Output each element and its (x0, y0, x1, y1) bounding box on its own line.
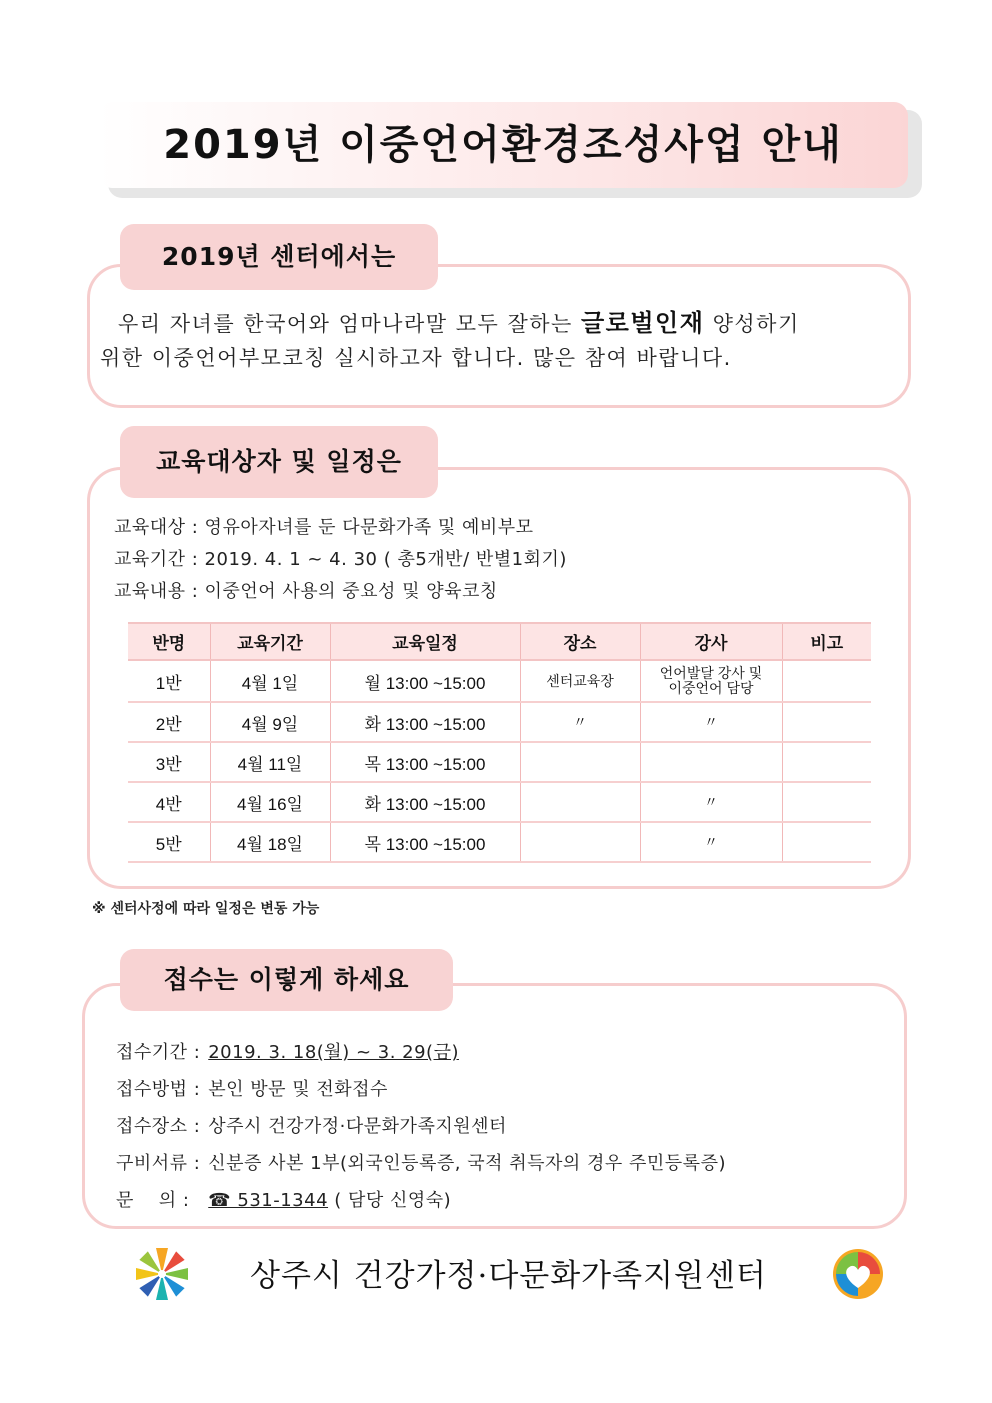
col-header-time: 교육일정 (330, 623, 520, 660)
table-row (128, 742, 871, 782)
edu-target: 교육대상 : 영유아자녀를 둔 다문화가족 및 예비부모 (114, 517, 534, 538)
reg-method-value: 본인 방문 및 전화접수 (208, 1079, 388, 1100)
cell-lecturer (640, 742, 782, 782)
cell-note (782, 822, 871, 862)
col-header-class: 반명 (128, 623, 210, 660)
cell-period: 4월 9일 (210, 702, 330, 742)
cell-class: 1반 (128, 660, 210, 702)
reg-inquiry (116, 1186, 451, 1212)
reg-place-value: 상주시 건강가정·다문화가족지원센터 (208, 1116, 507, 1137)
reg-inquiry-phone: ☎ 531-1344 (208, 1190, 329, 1211)
col-header-place: 장소 (520, 623, 640, 660)
reg-inquiry-label: 문 의 : (116, 1190, 190, 1211)
cell-class: 5반 (128, 822, 210, 862)
table-row (128, 660, 871, 702)
footer-center-name: 상주시 건강가정·다문화가족지원센터 (250, 1258, 767, 1294)
reg-docs (116, 1149, 726, 1175)
reg-place (116, 1112, 507, 1138)
reg-method (116, 1075, 388, 1101)
cell-time: 화 13:00 ~15:00 (330, 782, 520, 822)
page-title: 2019년 이중언어환경조성사업 안내 (163, 122, 843, 168)
table-row (128, 702, 871, 742)
edu-period: 교육기간 : 2019. 4. 1 ~ 4. 30 ( 총5개반/ 반별1회기) (114, 549, 567, 570)
edu-content: 교육내용 : 이중언어 사용의 중요성 및 양육코칭 (114, 581, 498, 602)
cell-period: 4월 1일 (210, 660, 330, 702)
col-header-lecturer: 강사 (640, 623, 782, 660)
cell-period: 4월 11일 (210, 742, 330, 782)
schedule-note: ※ 센터사정에 따라 일정은 변동 가능 (92, 901, 320, 917)
cell-note (782, 782, 871, 822)
reg-period (116, 1038, 459, 1064)
intro-line-1-start: 우리 자녀를 한국어와 엄마나라말 모두 잘하는 (118, 312, 573, 336)
intro-line-2: 위한 이중언어부모코칭 실시하고자 합니다. 많은 참여 바랍니다. (100, 346, 732, 370)
cell-lecturer: 〃 (640, 782, 782, 822)
schedule-table (128, 622, 871, 863)
cell-class: 2반 (128, 702, 210, 742)
cell-place (520, 742, 640, 782)
cell-time: 화 13:00 ~15:00 (330, 702, 520, 742)
cell-place: 센터교육장 (520, 660, 640, 702)
cell-place: 〃 (520, 702, 640, 742)
cell-place (520, 822, 640, 862)
cell-lecturer: 언어발달 강사 및 이중언어 담당 (640, 660, 782, 702)
reg-period-label: 접수기간 : (116, 1042, 201, 1063)
section-schedule-tab: 교육대상자 및 일정은 (120, 426, 438, 498)
cell-place (520, 782, 640, 822)
reg-method-label: 접수방법 : (116, 1079, 201, 1100)
heart-logo-icon (828, 1244, 888, 1304)
intro-line-1-end: 양성하기 (712, 312, 800, 336)
cell-note (782, 702, 871, 742)
cell-class: 4반 (128, 782, 210, 822)
cell-time: 목 13:00 ~15:00 (330, 742, 520, 782)
intro-line-1 (118, 303, 800, 338)
reg-docs-value: 신분증 사본 1부(외국인등록증, 국적 취득자의 경우 주민등록증) (208, 1153, 726, 1174)
reg-docs-label: 구비서류 : (116, 1153, 201, 1174)
intro-highlight: 글로벌인재 (581, 309, 705, 337)
cell-lecturer: 〃 (640, 822, 782, 862)
flower-logo-icon (132, 1244, 192, 1304)
col-header-note: 비고 (782, 623, 871, 660)
cell-period: 4월 16일 (210, 782, 330, 822)
col-header-period: 교육기간 (210, 623, 330, 660)
table-row (128, 822, 871, 862)
section-registration-tab: 접수는 이렇게 하세요 (120, 949, 453, 1011)
cell-note (782, 660, 871, 702)
section-intro-tab: 2019년 센터에서는 (120, 224, 438, 290)
table-row (128, 782, 871, 822)
cell-time: 목 13:00 ~15:00 (330, 822, 520, 862)
reg-place-label: 접수장소 : (116, 1116, 201, 1137)
cell-class: 3반 (128, 742, 210, 782)
reg-period-value: 2019. 3. 18(월) ~ 3. 29(금) (208, 1042, 459, 1063)
reg-inquiry-contact: ( 담당 신영숙) (334, 1190, 452, 1211)
cell-note (782, 742, 871, 782)
table-header-row (128, 623, 871, 660)
cell-lecturer: 〃 (640, 702, 782, 742)
cell-time: 월 13:00 ~15:00 (330, 660, 520, 702)
cell-period: 4월 18일 (210, 822, 330, 862)
